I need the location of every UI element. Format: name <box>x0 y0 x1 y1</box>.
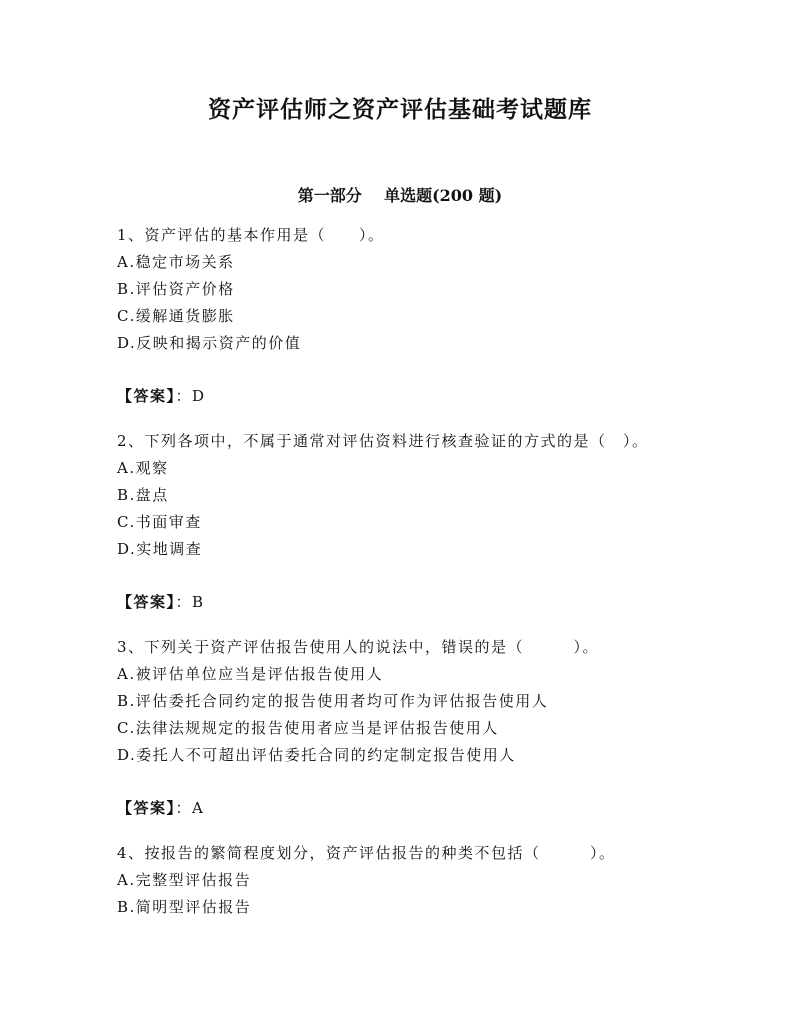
question-text: 2、下列各项中，不属于通常对评估资料进行核查验证的方式的是（ ）。 <box>117 432 649 450</box>
question-text: 3、下列关于资产评估报告使用人的说法中，错误的是（ ）。 <box>117 638 600 656</box>
question-1 <box>117 222 677 410</box>
option-d: D.反映和揭示资产的价值 <box>117 334 302 352</box>
question-2 <box>117 428 677 616</box>
option-b: B.评估委托合同约定的报告使用者均可作为评估报告使用人 <box>117 692 549 710</box>
option-b: B.盘点 <box>117 486 169 504</box>
section-title: 第一部分 单选题(200 题) <box>297 186 503 205</box>
question-list <box>117 222 677 921</box>
answer-label: 【答案】 <box>117 387 176 405</box>
option-a: A.完整型评估报告 <box>117 871 252 889</box>
option-d: D.实地调查 <box>117 540 203 558</box>
option-b: B.简明型评估报告 <box>117 898 252 916</box>
answer-label: 【答案】 <box>117 799 176 817</box>
question-text: 1、资产评估的基本作用是（ ）。 <box>117 226 385 244</box>
answer-line <box>117 383 677 410</box>
question-3 <box>117 634 677 822</box>
document-title: 资产评估师之资产评估基础考试题库 <box>208 96 592 123</box>
answer-line <box>117 589 677 616</box>
answer-value: ：B <box>175 593 205 611</box>
question-text: 4、按报告的繁简程度划分，资产评估报告的种类不包括（ ）。 <box>117 844 616 862</box>
option-c: C.法律法规规定的报告使用者应当是评估报告使用人 <box>117 719 499 737</box>
option-d: D.委托人不可超出评估委托合同的约定制定报告使用人 <box>117 746 516 764</box>
option-a: A.观察 <box>117 459 169 477</box>
option-c: C.缓解通货膨胀 <box>117 307 235 325</box>
question-4 <box>117 840 677 921</box>
option-b: B.评估资产价格 <box>117 280 235 298</box>
answer-label: 【答案】 <box>117 593 176 611</box>
answer-value: ：D <box>175 387 206 405</box>
option-c: C.书面审查 <box>117 513 202 531</box>
answer-line <box>117 795 677 822</box>
answer-value: ：A <box>175 799 205 817</box>
option-a: A.稳定市场关系 <box>117 253 235 271</box>
option-a: A.被评估单位应当是评估报告使用人 <box>117 665 384 683</box>
